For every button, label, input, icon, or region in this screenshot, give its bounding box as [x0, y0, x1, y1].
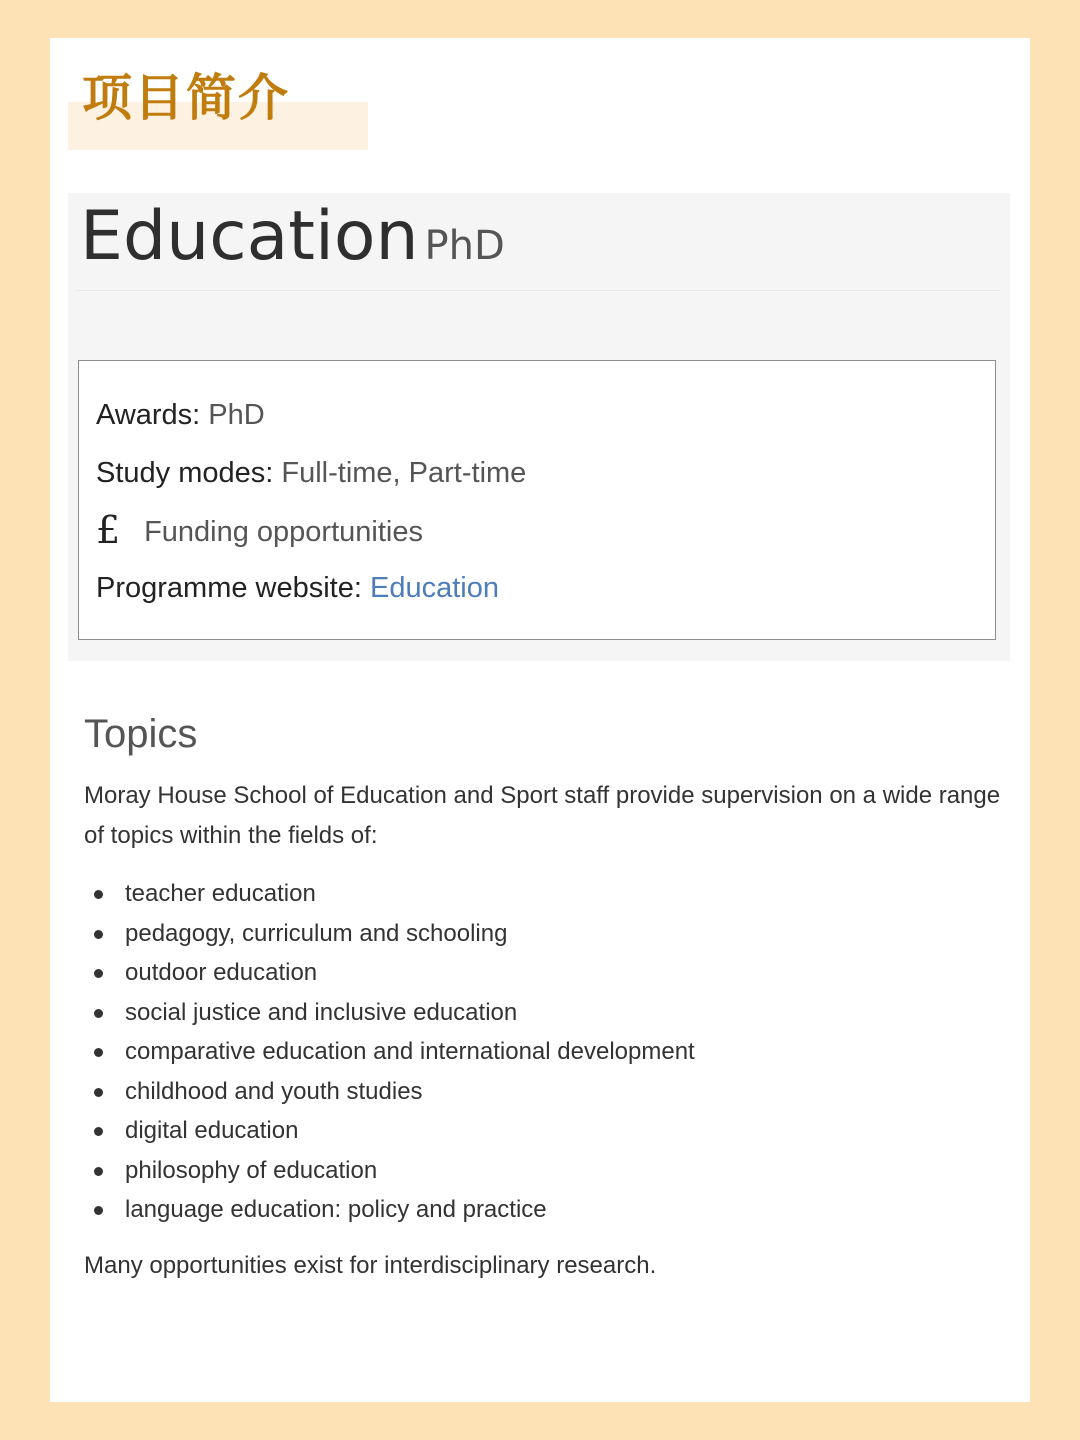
study-modes-label: Study modes: [96, 457, 274, 489]
study-modes-row [96, 455, 526, 491]
topics-heading: Topics [84, 712, 198, 756]
topics-list [84, 874, 695, 1230]
programme-website-label: Programme website: [96, 572, 362, 604]
programme-name: Education [80, 197, 419, 276]
funding-row[interactable] [96, 508, 423, 552]
programme-website-link[interactable]: Education [370, 572, 499, 604]
programme-heading [80, 197, 505, 277]
awards-label: Awards: [96, 399, 201, 431]
funding-opportunities-link[interactable]: Funding opportunities [144, 516, 423, 548]
programme-header-panel [68, 193, 1010, 661]
programme-degree: PhD [424, 223, 505, 269]
list-item: digital education [84, 1111, 695, 1151]
list-item: outdoor education [84, 953, 695, 993]
heading-divider [76, 290, 1000, 291]
list-item: social justice and inclusive education [84, 993, 695, 1033]
programme-info-box [78, 360, 996, 640]
list-item: language education: policy and practice [84, 1190, 695, 1230]
programme-website-row [96, 570, 499, 606]
topics-intro: Moray House School of Education and Sport staff provide supervision on a wide range of topics within the fields of: [84, 782, 1001, 849]
content-card [50, 38, 1030, 1402]
awards-value: PhD [208, 399, 265, 431]
topics-footer-text: Many opportunities exist for interdisciplinary research. [84, 1252, 657, 1279]
list-item: teacher education [84, 874, 695, 914]
list-item: pedagogy, curriculum and schooling [84, 914, 695, 954]
awards-row [96, 397, 265, 433]
banner-title: 项目简介 [82, 69, 290, 127]
list-item: comparative education and international development [84, 1032, 695, 1072]
list-item: childhood and youth studies [84, 1072, 695, 1112]
pound-sterling-icon: £ [96, 508, 121, 552]
list-item: philosophy of education [84, 1151, 695, 1191]
study-modes-value: Full-time, Part-time [281, 457, 527, 489]
